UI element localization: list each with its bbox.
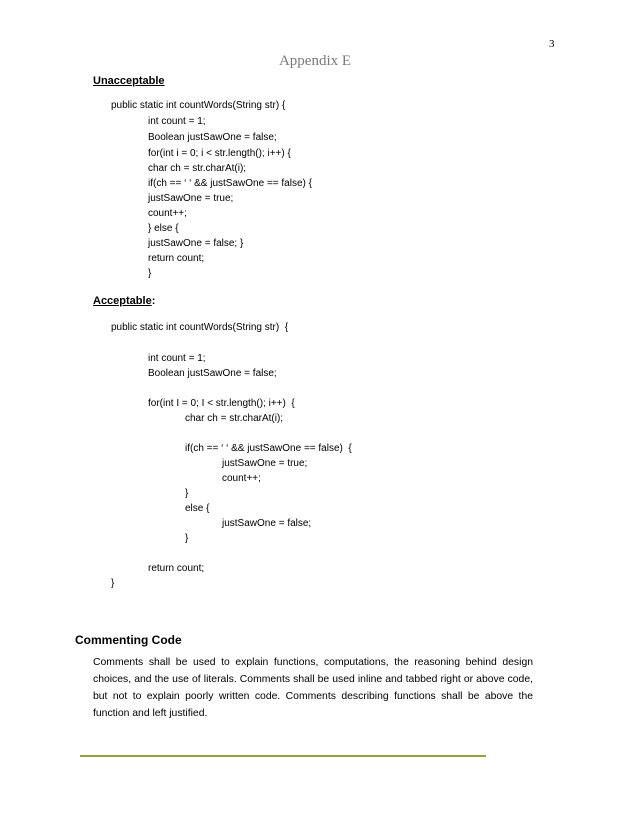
code-line: justSawOne = true; (148, 193, 234, 204)
code-line: count++; (222, 473, 261, 484)
commenting-code-paragraph: Comments shall be used to explain functions, computations, the reasoning behind design choices, and the use of literals. Comments shall be used inline and tabbed right or above code, but not to explain poorly written code. Comments describing functions shall be above the function and left justified. (93, 657, 533, 719)
code-line: Boolean justSawOne = false; (148, 368, 277, 379)
appendix-title: Appendix E (278, 53, 352, 69)
unacceptable-heading: Unacceptable (93, 75, 165, 87)
code-line: char ch = str.charAt(i); (148, 163, 247, 174)
code-line: for(int I = 0; I < str.length(); i++) { (148, 398, 295, 409)
code-line: justSawOne = false; } (148, 238, 244, 249)
footer-rule (80, 755, 486, 757)
page-number: 3 (549, 38, 555, 50)
code-line: return count; (148, 563, 205, 574)
code-line: } (185, 533, 189, 544)
code-line: return count; (148, 253, 205, 264)
code-line: for(int i = 0; i < str.length(); i++) { (148, 148, 291, 159)
code-line: } (111, 578, 115, 589)
code-line: char ch = str.charAt(i); (185, 413, 284, 424)
code-line: } (185, 488, 189, 499)
commenting-code-title: Commenting Code (75, 633, 182, 647)
code-line: public static int countWords(String str) { (111, 100, 286, 111)
code-line: count++; (148, 208, 187, 219)
code-line: int count = 1; (148, 116, 206, 127)
code-line: } (148, 268, 152, 279)
acceptable-heading: Acceptable: (93, 295, 156, 307)
code-line: justSawOne = false; (222, 518, 312, 529)
code-line: if(ch == ‘ ‘ && justSawOne == false) { (185, 443, 352, 454)
code-line: Boolean justSawOne = false; (148, 132, 277, 143)
code-line: public static int countWords(String str) { (111, 322, 289, 333)
code-line: int count = 1; (148, 353, 206, 364)
code-line: if(ch == ‘ ‘ && justSawOne == false) { (148, 178, 312, 189)
code-line: else { (185, 503, 210, 514)
code-line: justSawOne = true; (222, 458, 308, 469)
code-line: } else { (148, 223, 179, 234)
